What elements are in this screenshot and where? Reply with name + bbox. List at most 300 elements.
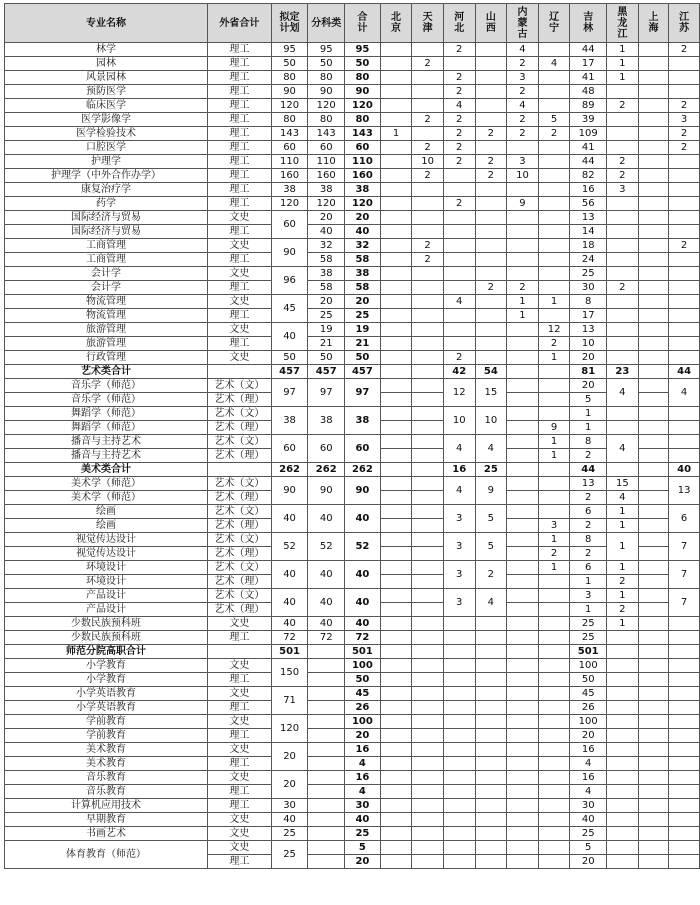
table-cell [443, 757, 475, 771]
table-cell [538, 673, 570, 687]
table-cell [669, 295, 700, 309]
table-cell [507, 253, 539, 267]
table-cell: 4 [538, 57, 570, 71]
column-header: 江 苏 [669, 4, 700, 43]
table-cell [638, 603, 669, 617]
table-cell [308, 673, 345, 687]
table-cell: 50 [308, 57, 345, 71]
major-name-cell: 环境设计 [5, 561, 208, 575]
major-name-cell: 早期教育 [5, 813, 208, 827]
table-cell [607, 743, 639, 757]
table-cell: 2 [507, 281, 539, 295]
table-cell: 5 [475, 533, 507, 561]
table-cell: 5 [538, 113, 570, 127]
table-cell: 2 [412, 141, 444, 155]
table-cell [607, 827, 639, 841]
table-cell [412, 603, 444, 617]
major-name-cell: 学前教育 [5, 729, 208, 743]
table-cell [538, 785, 570, 799]
table-cell: 262 [271, 463, 308, 477]
table-cell: 110 [308, 155, 345, 169]
table-cell [380, 337, 412, 351]
table-cell [380, 533, 412, 547]
table-cell [538, 43, 570, 57]
table-cell: 20 [570, 855, 607, 869]
table-cell [412, 71, 444, 85]
table-cell: 120 [271, 197, 308, 211]
table-cell [607, 85, 639, 99]
table-cell: 艺术（文） [208, 533, 272, 547]
table-cell: 2 [607, 281, 639, 295]
table-cell [475, 785, 507, 799]
table-cell [638, 253, 669, 267]
table-cell: 10 [412, 155, 444, 169]
table-cell [380, 813, 412, 827]
table-cell [638, 127, 669, 141]
table-cell [380, 855, 412, 869]
table-cell [208, 365, 272, 379]
table-cell [538, 183, 570, 197]
major-name-cell: 产品设计 [5, 603, 208, 617]
table-cell [638, 589, 669, 603]
table-cell [475, 617, 507, 631]
major-name-cell: 艺术类合计 [5, 365, 208, 379]
table-cell: 文史 [208, 715, 272, 729]
table-cell: 89 [570, 99, 607, 113]
table-row [5, 211, 700, 225]
table-cell: 理工 [208, 197, 272, 211]
table-cell [638, 631, 669, 645]
major-name-cell: 产品设计 [5, 589, 208, 603]
table-cell: 4 [475, 435, 507, 463]
table-cell [380, 197, 412, 211]
table-cell [380, 169, 412, 183]
table-cell [443, 659, 475, 673]
table-cell: 2 [443, 71, 475, 85]
table-cell [412, 715, 444, 729]
table-cell [308, 813, 345, 827]
table-cell [475, 253, 507, 267]
table-cell [475, 183, 507, 197]
table-cell: 38 [271, 407, 308, 435]
table-cell: 42 [443, 365, 475, 379]
table-cell: 50 [271, 351, 308, 365]
table-cell: 1 [538, 561, 570, 575]
table-cell [412, 491, 444, 505]
table-cell [507, 323, 539, 337]
table-cell: 40 [308, 225, 345, 239]
table-cell [669, 197, 700, 211]
table-cell [538, 393, 570, 407]
table-cell: 50 [345, 57, 381, 71]
table-cell [638, 799, 669, 813]
table-cell: 4 [345, 785, 381, 799]
table-cell [380, 379, 412, 393]
table-cell: 38 [345, 267, 381, 281]
table-cell [380, 323, 412, 337]
table-cell [507, 365, 539, 379]
table-cell: 16 [345, 743, 381, 757]
table-cell: 1 [538, 295, 570, 309]
table-cell [308, 743, 345, 757]
table-cell: 90 [271, 477, 308, 505]
table-cell [443, 617, 475, 631]
table-cell: 72 [271, 631, 308, 645]
subtotal-row [5, 463, 700, 477]
table-cell: 1 [607, 617, 639, 631]
table-cell: 16 [345, 771, 381, 785]
table-cell [475, 771, 507, 785]
table-cell [308, 729, 345, 743]
table-cell [538, 463, 570, 477]
table-row [5, 295, 700, 309]
table-cell [638, 85, 669, 99]
table-cell [507, 183, 539, 197]
table-cell: 20 [570, 729, 607, 743]
table-cell [669, 211, 700, 225]
table-cell: 160 [345, 169, 381, 183]
table-cell [475, 197, 507, 211]
table-cell: 理工 [208, 113, 272, 127]
table-cell: 理工 [208, 169, 272, 183]
table-row [5, 435, 700, 449]
table-cell: 150 [271, 659, 308, 687]
table-cell [507, 477, 539, 491]
table-cell: 4 [607, 435, 639, 463]
table-cell: 4 [345, 757, 381, 771]
table-cell [380, 491, 412, 505]
table-cell [380, 827, 412, 841]
table-cell: 1 [570, 421, 607, 435]
major-name-cell: 医学影像学 [5, 113, 208, 127]
table-cell: 艺术（文） [208, 435, 272, 449]
table-cell [669, 183, 700, 197]
table-cell [638, 645, 669, 659]
table-row [5, 701, 700, 715]
table-cell: 理工 [208, 155, 272, 169]
table-cell [607, 351, 639, 365]
table-cell [380, 771, 412, 785]
table-cell [538, 379, 570, 393]
major-name-cell: 小学英语教育 [5, 687, 208, 701]
table-cell [380, 617, 412, 631]
table-cell: 90 [308, 477, 345, 505]
table-cell [443, 183, 475, 197]
table-cell [380, 547, 412, 561]
table-cell: 50 [271, 57, 308, 71]
table-cell [638, 365, 669, 379]
table-cell: 6 [570, 561, 607, 575]
table-cell: 2 [475, 127, 507, 141]
table-cell [443, 309, 475, 323]
table-cell [475, 85, 507, 99]
table-cell: 文史 [208, 267, 272, 281]
table-cell [443, 337, 475, 351]
table-cell: 理工 [208, 337, 272, 351]
table-cell [380, 743, 412, 757]
table-cell: 4 [443, 435, 475, 463]
table-cell: 2 [538, 127, 570, 141]
table-cell [507, 421, 539, 435]
table-cell [638, 561, 669, 575]
table-cell [607, 421, 639, 435]
table-cell [669, 715, 700, 729]
table-cell: 20 [308, 295, 345, 309]
table-cell: 95 [345, 43, 381, 57]
table-cell [475, 841, 507, 855]
table-row [5, 99, 700, 113]
table-cell: 72 [308, 631, 345, 645]
table-cell [638, 533, 669, 547]
table-cell [638, 197, 669, 211]
table-cell [669, 645, 700, 659]
table-cell [412, 323, 444, 337]
table-row [5, 225, 700, 239]
table-cell: 2 [507, 85, 539, 99]
table-cell [380, 841, 412, 855]
table-cell [475, 645, 507, 659]
table-cell: 2 [412, 113, 444, 127]
table-cell [380, 449, 412, 463]
table-cell [412, 841, 444, 855]
table-row [5, 505, 700, 519]
table-cell [507, 351, 539, 365]
table-cell [538, 365, 570, 379]
table-cell [669, 337, 700, 351]
table-cell [443, 687, 475, 701]
table-cell [607, 225, 639, 239]
table-row [5, 155, 700, 169]
table-cell [638, 351, 669, 365]
major-name-cell: 护理学 [5, 155, 208, 169]
table-cell [308, 701, 345, 715]
table-cell: 18 [570, 239, 607, 253]
table-cell [607, 757, 639, 771]
table-cell [538, 813, 570, 827]
table-cell: 1 [538, 449, 570, 463]
table-cell: 2 [412, 57, 444, 71]
table-cell [538, 729, 570, 743]
table-cell [412, 43, 444, 57]
table-cell: 3 [570, 589, 607, 603]
table-cell [507, 771, 539, 785]
table-cell: 2 [507, 57, 539, 71]
table-cell: 艺术（理） [208, 449, 272, 463]
table-cell [380, 477, 412, 491]
table-cell [475, 701, 507, 715]
table-cell [669, 281, 700, 295]
table-cell: 2 [443, 197, 475, 211]
table-cell [507, 547, 539, 561]
table-cell: 60 [308, 141, 345, 155]
table-cell [638, 239, 669, 253]
table-cell: 40 [345, 589, 381, 617]
table-cell [669, 687, 700, 701]
table-cell [412, 99, 444, 113]
table-cell [669, 323, 700, 337]
table-cell [412, 267, 444, 281]
table-cell [507, 561, 539, 575]
table-cell: 3 [443, 505, 475, 533]
table-cell: 理工 [208, 757, 272, 771]
table-cell: 1 [570, 575, 607, 589]
major-name-cell: 药学 [5, 197, 208, 211]
table-cell [507, 855, 539, 869]
table-cell [607, 701, 639, 715]
table-cell [380, 407, 412, 421]
table-cell [507, 141, 539, 155]
table-cell [443, 281, 475, 295]
table-cell [607, 407, 639, 421]
table-cell [607, 659, 639, 673]
table-cell [412, 197, 444, 211]
table-cell [412, 547, 444, 561]
table-cell [412, 799, 444, 813]
table-cell [669, 253, 700, 267]
table-cell: 45 [345, 687, 381, 701]
column-header: 天 津 [412, 4, 444, 43]
table-cell [308, 799, 345, 813]
table-cell: 13 [570, 211, 607, 225]
column-header: 合 计 [345, 4, 381, 43]
table-cell [638, 519, 669, 533]
table-cell [538, 99, 570, 113]
table-cell: 25 [570, 617, 607, 631]
table-row [5, 281, 700, 295]
table-row [5, 351, 700, 365]
table-cell [507, 827, 539, 841]
major-name-cell: 旅游管理 [5, 337, 208, 351]
major-name-cell: 会计学 [5, 281, 208, 295]
table-row [5, 743, 700, 757]
table-cell: 1 [538, 533, 570, 547]
table-cell [308, 785, 345, 799]
table-cell: 60 [345, 141, 381, 155]
table-cell [412, 659, 444, 673]
table-cell [475, 295, 507, 309]
table-cell [538, 631, 570, 645]
table-cell: 21 [345, 337, 381, 351]
major-name-cell: 计算机应用技术 [5, 799, 208, 813]
table-cell: 2 [443, 155, 475, 169]
table-cell: 20 [345, 211, 381, 225]
table-cell [475, 757, 507, 771]
major-name-cell: 美术教育 [5, 743, 208, 757]
table-cell [475, 43, 507, 57]
column-header: 辽 宁 [538, 4, 570, 43]
table-cell [475, 71, 507, 85]
table-cell: 52 [308, 533, 345, 561]
table-cell [380, 659, 412, 673]
table-cell [412, 85, 444, 99]
table-row [5, 757, 700, 771]
table-cell [475, 309, 507, 323]
table-cell: 2 [412, 169, 444, 183]
table-cell: 501 [345, 645, 381, 659]
table-cell [538, 603, 570, 617]
table-cell [607, 197, 639, 211]
table-cell: 50 [345, 673, 381, 687]
table-cell: 1 [607, 519, 639, 533]
table-cell: 3 [538, 519, 570, 533]
table-cell [412, 533, 444, 547]
table-cell: 24 [570, 253, 607, 267]
table-cell [638, 71, 669, 85]
table-cell [669, 267, 700, 281]
table-cell [412, 463, 444, 477]
table-cell: 理工 [208, 281, 272, 295]
table-cell: 100 [570, 659, 607, 673]
table-cell [380, 505, 412, 519]
table-cell [380, 295, 412, 309]
table-cell: 理工 [208, 631, 272, 645]
table-cell [412, 785, 444, 799]
table-cell: 50 [345, 351, 381, 365]
table-cell: 2 [412, 253, 444, 267]
table-cell: 96 [271, 267, 308, 295]
table-cell [443, 743, 475, 757]
table-cell [638, 295, 669, 309]
table-cell: 13 [669, 477, 700, 505]
table-cell [380, 211, 412, 225]
column-header: 北 京 [380, 4, 412, 43]
table-cell: 97 [345, 379, 381, 407]
table-cell [538, 715, 570, 729]
table-cell [507, 225, 539, 239]
table-cell [638, 659, 669, 673]
table-cell [412, 743, 444, 757]
table-cell [475, 239, 507, 253]
table-cell: 文史 [208, 323, 272, 337]
table-cell [638, 617, 669, 631]
table-cell [638, 841, 669, 855]
table-cell [638, 393, 669, 407]
table-cell: 40 [345, 617, 381, 631]
table-cell: 9 [507, 197, 539, 211]
table-cell [380, 309, 412, 323]
table-cell: 40 [345, 505, 381, 533]
major-name-cell: 绘画 [5, 505, 208, 519]
major-name-cell: 旅游管理 [5, 323, 208, 337]
table-cell [638, 141, 669, 155]
table-cell [412, 617, 444, 631]
table-cell: 1 [538, 435, 570, 449]
table-cell [538, 575, 570, 589]
table-cell [669, 421, 700, 435]
table-cell: 艺术（理） [208, 519, 272, 533]
table-cell: 16 [570, 771, 607, 785]
table-row [5, 561, 700, 575]
table-cell: 文史 [208, 617, 272, 631]
table-cell: 文史 [208, 771, 272, 785]
table-cell: 2 [607, 603, 639, 617]
table-cell [380, 141, 412, 155]
table-cell: 25 [475, 463, 507, 477]
table-cell [412, 295, 444, 309]
table-cell: 25 [345, 309, 381, 323]
table-cell: 90 [308, 85, 345, 99]
table-cell: 2 [570, 519, 607, 533]
table-cell: 理工 [208, 141, 272, 155]
major-name-cell: 国际经济与贸易 [5, 225, 208, 239]
table-cell [607, 239, 639, 253]
table-cell: 4 [443, 295, 475, 309]
table-cell [412, 673, 444, 687]
table-cell: 40 [271, 323, 308, 351]
table-cell: 143 [345, 127, 381, 141]
table-cell [507, 603, 539, 617]
table-cell [380, 645, 412, 659]
